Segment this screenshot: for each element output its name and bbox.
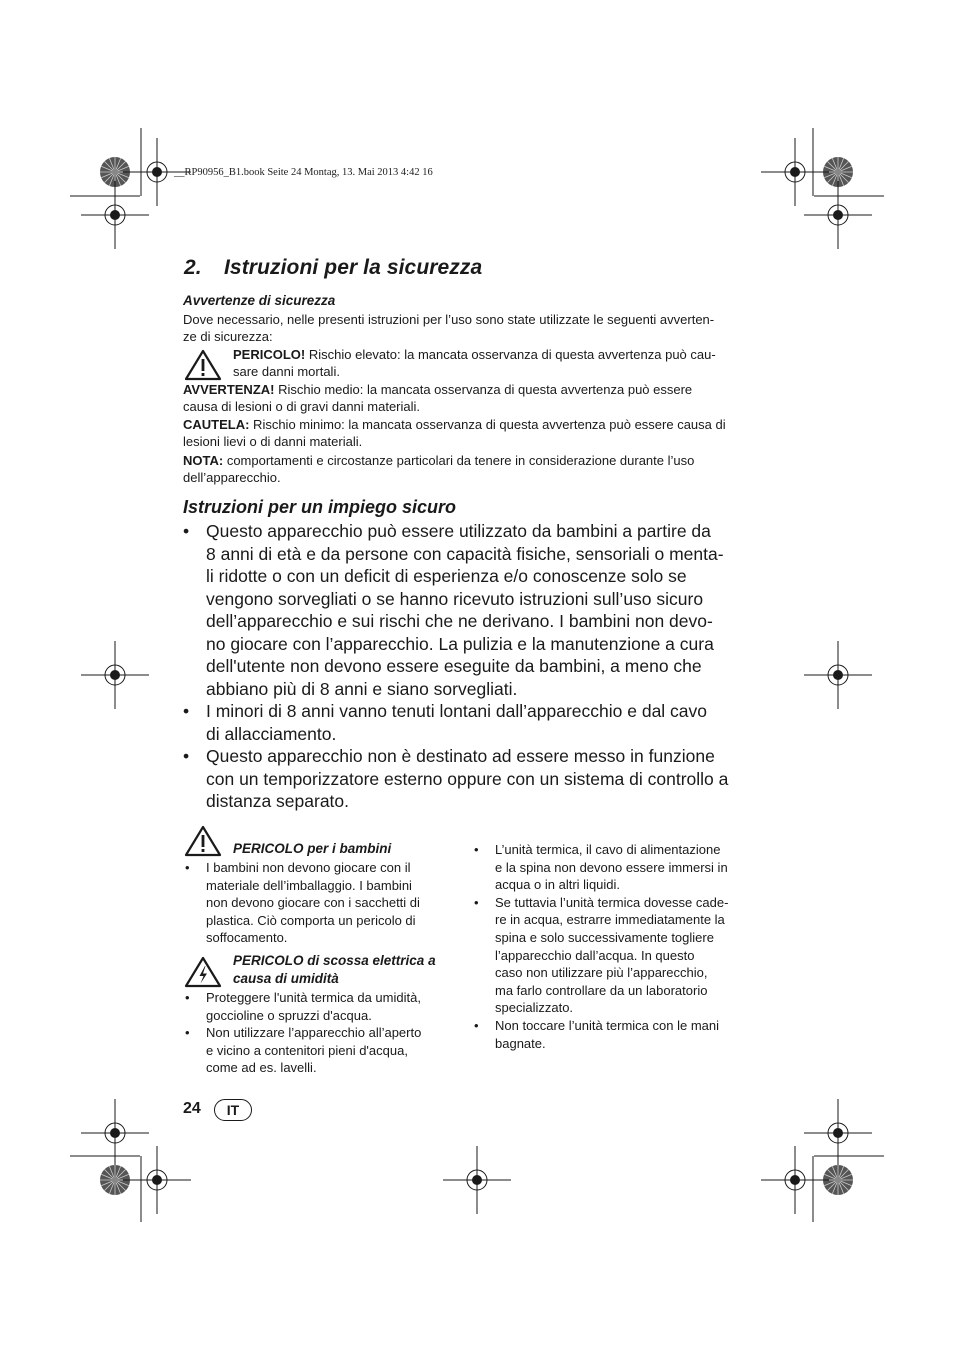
warning-triangle-icon: [184, 349, 222, 381]
shock-warning-list: [184, 989, 459, 1077]
list-item: • I bambini non devono giocare con il materiale dell’imballaggio. I bambini non devono giocare con i sacchetti di plastica. Ciò comporta un pericolo di soffocamento.: [184, 859, 454, 947]
crosshair-mark: [81, 181, 149, 249]
warning-triangle-icon: [184, 825, 222, 857]
section-title-text: Istruzioni per la sicurezza: [224, 256, 483, 279]
crosshair-mark: [804, 1099, 872, 1167]
nota-note: NOTA: comportamenti e circostanze particolari da tenere in considerazione durante l’uso dell’apparecchio.: [183, 453, 695, 486]
list-item: • Non toccare l’unità termica con le mani bagnate.: [473, 1017, 758, 1052]
children-warning-list: [184, 859, 454, 947]
language-badge: IT: [214, 1099, 252, 1121]
pericolo-note: PERICOLO! Rischio elevato: la mancata osservanza di questa avvertenza può cau- sare danni mortali.: [233, 347, 716, 380]
crosshair-mark: [804, 641, 872, 709]
list-item: • Non utilizzare l’apparecchio all’aperto e vicino a contenitori pieni d'acqua, come ad es. lavelli.: [184, 1024, 459, 1077]
print-header: __RP90956_B1.book Seite 24 Montag, 13. Mai 2013 4:42 16: [174, 167, 433, 178]
page-number: 24: [183, 1100, 201, 1117]
safe-use-heading: Istruzioni per un impiego sicuro: [183, 497, 457, 517]
crosshair-mark: [81, 641, 149, 709]
electric-shock-icon: [184, 956, 222, 988]
crosshair-mark: [804, 181, 872, 249]
cautela-note: CAUTELA: Rischio minimo: la mancata osservanza di questa avvertenza può essere causa di lesioni lievi o di danni materiali.: [183, 417, 726, 450]
section-title: [184, 256, 482, 280]
section-number: 2.: [184, 256, 202, 279]
warnings-intro: Dove necessario, nelle presenti istruzioni per l’uso sono state utilizzate le seguenti avverten- ze di sicurezza:: [183, 312, 715, 345]
safe-use-list: [183, 520, 753, 813]
list-item: • I minori di 8 anni vanno tenuti lontani dall’apparecchio e dal cavo di allacciamento.: [183, 700, 753, 745]
children-warning-title: PERICOLO per i bambini: [233, 841, 392, 856]
list-item: • Se tuttavia l’unità termica dovesse cade- re in acqua, estrarre immediatamente la spina e solo successivamente togliere l’apparecchio dall’acqua. In questo caso non utilizzare più l’apparecchio, ma farlo controllare da un laboratorio specializzato.: [473, 894, 758, 1017]
right-column-list: [473, 841, 758, 1052]
avvertenza-note: AVVERTENZA! Rischio medio: la mancata osservanza di questa avvertenza può essere causa di lesioni o di gravi danni materiali.: [183, 382, 693, 415]
crosshair-mark: [443, 1146, 511, 1214]
list-item: • Questo apparecchio non è destinato ad essere messo in funzione con un temporizzatore esterno oppure con un sistema di controllo a distanza separato.: [183, 745, 753, 813]
crosshair-mark: [81, 1099, 149, 1167]
list-item: • Questo apparecchio può essere utilizzato da bambini a partire da 8 anni di età e da persone con capacità fisiche, sensoriali o menta- li ridotte o con un deficit di esperienza e/o conoscenze solo se vengono sorvegliati o se hanno ricevuto istruzioni sull’uso sicuro dell’apparecchio e sui rischi che ne derivano. I bambini non devo- no giocare con l’apparecchio. La pulizia e la manutenzione a cura dell'utente non devono essere eseguite da bambini, a meno che abbiano più di 8 anni e siano sorvegliati.: [183, 520, 753, 700]
list-item: • Proteggere l'unità termica da umidità, goccioline o spruzzi d'acqua.: [184, 989, 459, 1024]
list-item: • L’unità termica, il cavo di alimentazione e la spina non devono essere immersi in acqua o in altri liquidi.: [473, 841, 758, 894]
warnings-heading: Avvertenze di sicurezza: [183, 293, 336, 308]
shock-warning-title: PERICOLO di scossa elettrica a causa di umidità: [233, 953, 436, 986]
